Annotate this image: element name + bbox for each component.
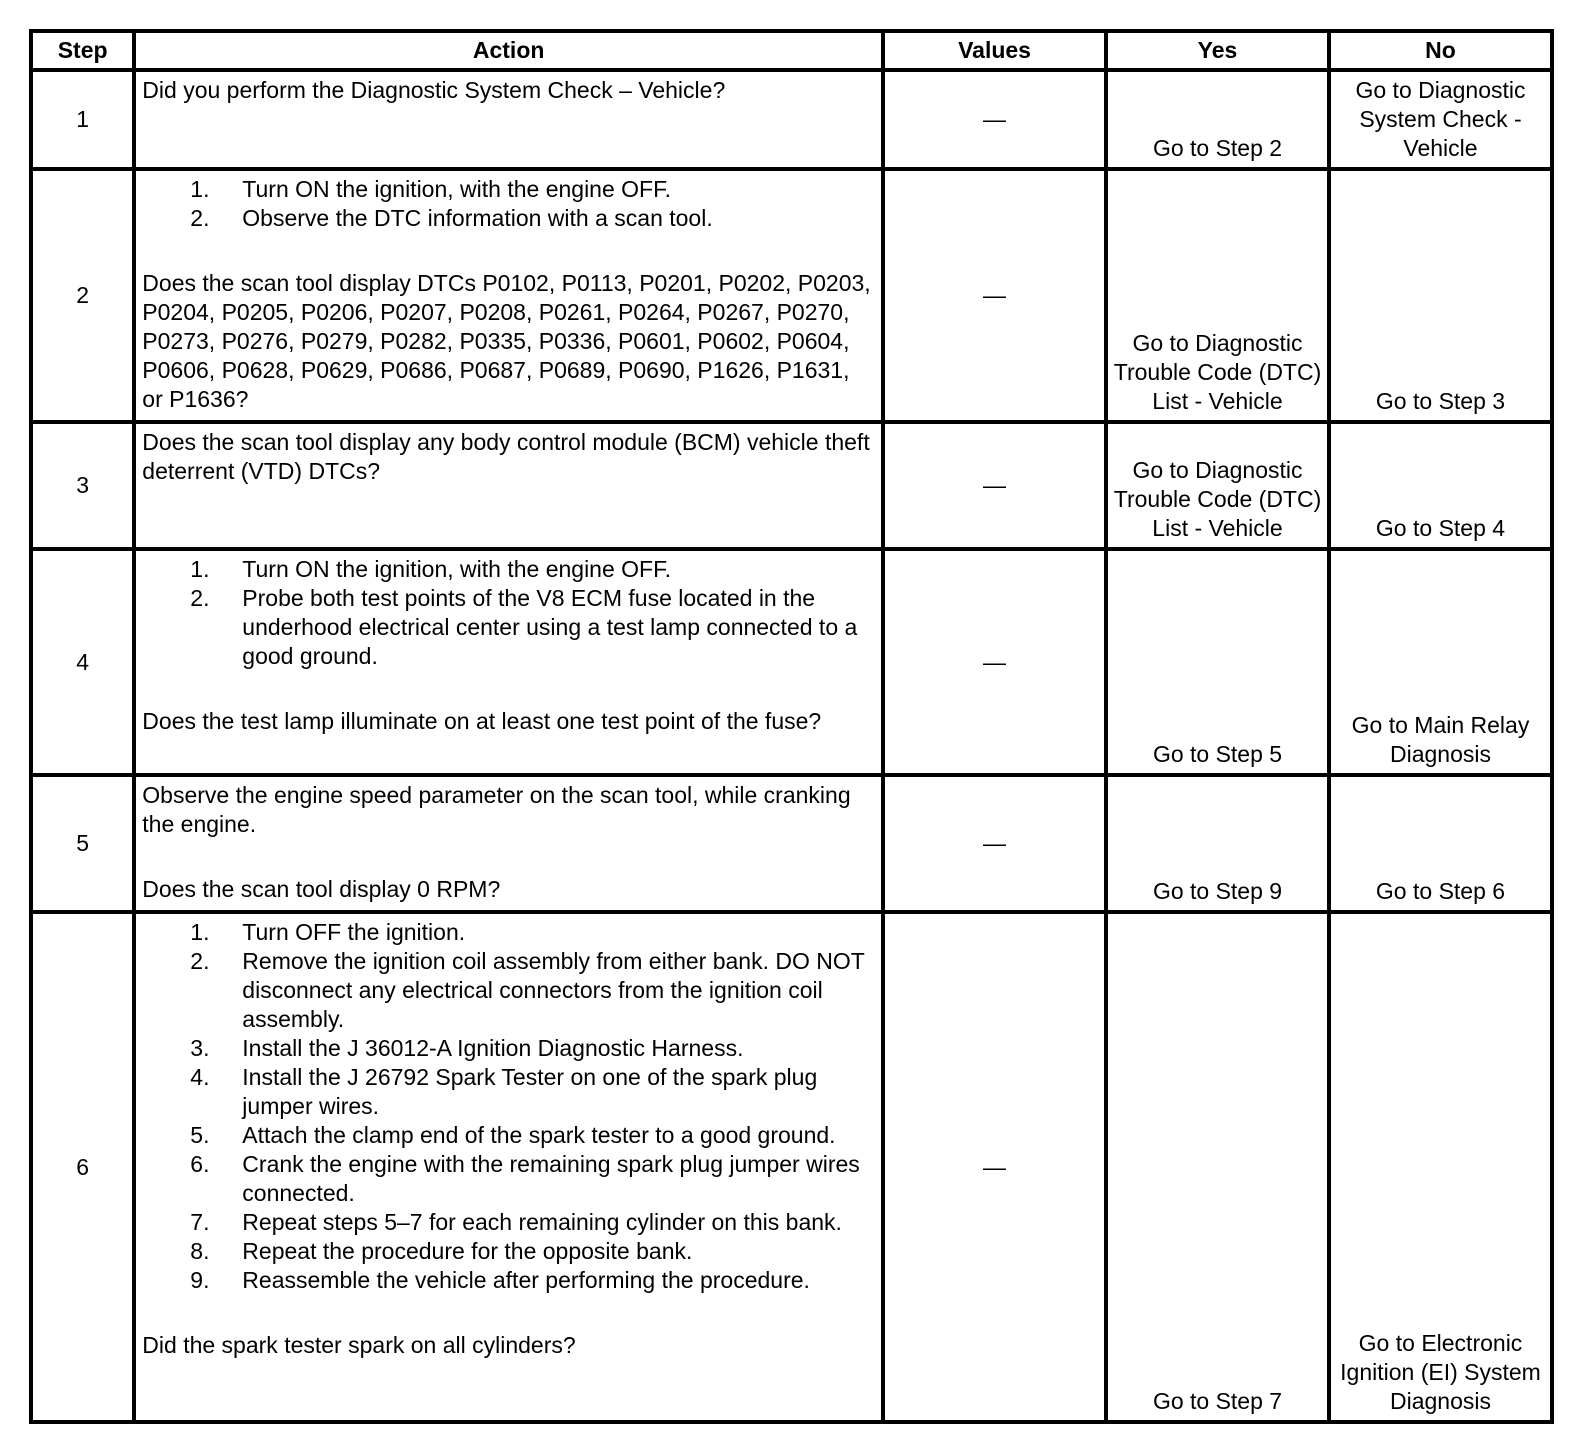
diagnostic-table [29,29,1554,1424]
action-question: Did the spark tester spark on all cylinders? [142,1332,576,1358]
action-cell [134,422,883,549]
list-item-number: 2. [190,585,210,611]
header-row [31,31,1552,70]
list-item-text: Remove the ignition coil assembly from either bank. DO NOT disconnect any electrical connectors from the ignition coil assembly. [242,948,865,1032]
yes-cell: Go to Step 7 [1106,912,1329,1422]
values-cell: — [883,775,1106,912]
list-item [190,1150,875,1208]
header-action: Action [134,31,883,70]
action-cell [134,70,883,169]
values-cell: — [883,422,1106,549]
no-cell: Go to Step 4 [1329,422,1552,549]
action-cell [134,169,883,422]
procedure-list [142,918,875,1295]
list-item [190,204,875,233]
procedure-list [142,175,875,233]
list-item-number: 3. [190,1035,210,1061]
list-item-number: 7. [190,1209,210,1235]
list-item-text: Attach the clamp end of the spark tester to a good ground. [242,1122,836,1148]
list-item-text: Install the J 26792 Spark Tester on one of the spark plug jumper wires. [242,1064,818,1119]
list-item-number: 2. [190,948,210,974]
action-question: Does the scan tool display any body control module (BCM) vehicle theft deterrent (VTD) DTCs? [142,429,870,484]
list-item-number: 5. [190,1122,210,1148]
no-cell: Go to Step 3 [1329,169,1552,422]
yes-cell: Go to Step 5 [1106,549,1329,775]
header-no: No [1329,31,1552,70]
table-row [31,912,1552,1422]
action-instruction: Observe the engine speed parameter on the scan tool, while cranking the engine. [142,782,851,837]
table-row [31,549,1552,775]
action-question: Does the scan tool display DTCs P0102, P0113, P0201, P0202, P0203, P0204, P0205, P0206, P0207, P0208, P0261, P0264, P0267, P0270, P0273, P0276, P0279, P0282, P0335, P0336, P0601, P0602, P0604, P0606, P0628, P0629, P0686, P0687, P0689, P0690, P1626, P1631, or P1636? [142,270,871,412]
action-cell [134,549,883,775]
no-cell: Go to Diagnostic System Check - Vehicle [1329,70,1552,169]
list-item-text: Observe the DTC information with a scan tool. [242,205,713,231]
list-item [190,584,875,671]
header-values: Values [883,31,1106,70]
list-item-number: 1. [190,176,210,202]
list-item-number: 8. [190,1238,210,1264]
step-number: 2 [31,169,134,422]
table-row [31,169,1552,422]
list-item-number: 6. [190,1151,210,1177]
table-row [31,70,1552,169]
step-number: 4 [31,549,134,775]
values-cell: — [883,912,1106,1422]
step-number: 1 [31,70,134,169]
procedure-list [142,555,875,671]
list-item-text: Repeat steps 5–7 for each remaining cylinder on this bank. [242,1209,842,1235]
values-cell: — [883,169,1106,422]
list-item [190,1266,875,1295]
yes-cell: Go to Step 2 [1106,70,1329,169]
list-item-text: Crank the engine with the remaining spark plug jumper wires connected. [242,1151,860,1206]
list-item-text: Probe both test points of the V8 ECM fuse located in the underhood electrical center using a test lamp connected to a good ground. [242,585,858,669]
list-item-number: 1. [190,919,210,945]
values-cell: — [883,549,1106,775]
action-question: Does the test lamp illuminate on at least one test point of the fuse? [142,708,822,734]
yes-cell: Go to Diagnostic Trouble Code (DTC) List - Vehicle [1106,422,1329,549]
list-item-number: 2. [190,205,210,231]
list-item [190,1208,875,1237]
yes-cell: Go to Diagnostic Trouble Code (DTC) List - Vehicle [1106,169,1329,422]
header-step: Step [31,31,134,70]
header-yes: Yes [1106,31,1329,70]
action-cell [134,775,883,912]
list-item-text: Turn ON the ignition, with the engine OFF. [242,176,671,202]
action-cell [134,912,883,1422]
list-item-text: Repeat the procedure for the opposite bank. [242,1238,693,1264]
yes-cell: Go to Step 9 [1106,775,1329,912]
no-cell: Go to Step 6 [1329,775,1552,912]
table-row [31,775,1552,912]
list-item [190,1237,875,1266]
list-item [190,1121,875,1150]
list-item-text: Install the J 36012-A Ignition Diagnostic Harness. [242,1035,744,1061]
list-item [190,1063,875,1121]
list-item-number: 9. [190,1267,210,1293]
list-item-text: Turn ON the ignition, with the engine OFF. [242,556,671,582]
action-question: Does the scan tool display 0 RPM? [142,876,501,902]
values-cell: — [883,70,1106,169]
list-item-text: Turn OFF the ignition. [242,919,466,945]
no-cell: Go to Electronic Ignition (EI) System Diagnosis [1329,912,1552,1422]
list-item [190,555,875,584]
list-item [190,1034,875,1063]
step-number: 3 [31,422,134,549]
table-row [31,422,1552,549]
step-number: 6 [31,912,134,1422]
no-cell: Go to Main Relay Diagnosis [1329,549,1552,775]
list-item-number: 4. [190,1064,210,1090]
action-question: Did you perform the Diagnostic System Check – Vehicle? [142,77,726,103]
list-item-text: Reassemble the vehicle after performing the procedure. [242,1267,810,1293]
list-item [190,918,875,947]
list-item-number: 1. [190,556,210,582]
step-number: 5 [31,775,134,912]
list-item [190,175,875,204]
list-item [190,947,875,1034]
